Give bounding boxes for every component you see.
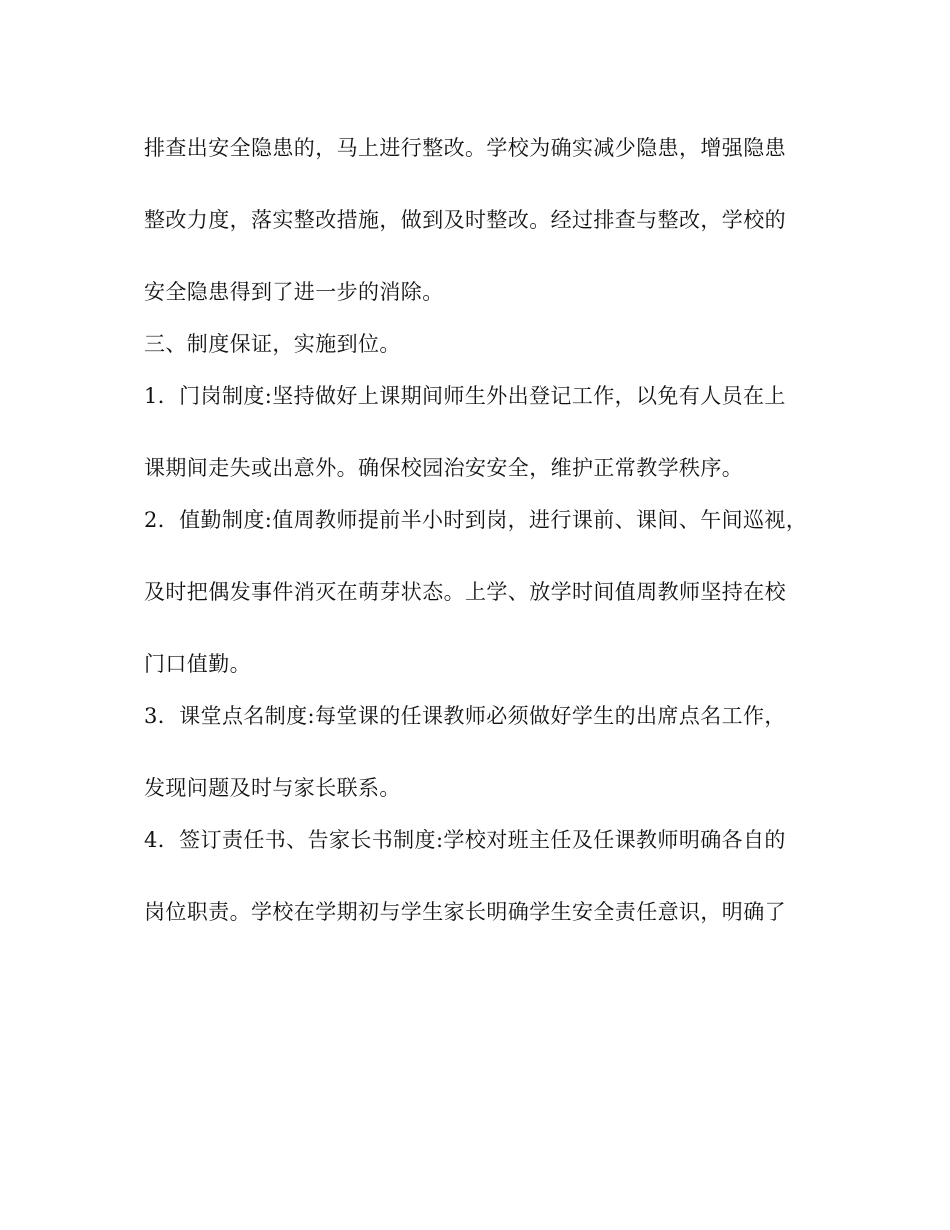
paragraph-line: 排查出安全隐患的，马上进行整改。学校为确实减少隐患，增强隐患: [144, 136, 786, 160]
paragraph-line: 安全隐患得到了进一步的消除。: [144, 280, 444, 304]
section-heading: 三、制度保证，实施到位。: [144, 332, 401, 356]
paragraph-line: 岗位职责。学校在学期初与学生家长明确学生安全责任意识，明确了: [144, 900, 786, 924]
paragraph-line: 及时把偶发事件消灭在萌芽状态。上学、放学时间值周教师坚持在校: [144, 580, 786, 604]
paragraph-line: 4．签订责任书、告家长书制度:学校对班主任及任课教师明确各自的: [144, 828, 786, 852]
paragraph-line: 1．门岗制度:坚持做好上课期间师生外出登记工作，以免有人员在上: [144, 384, 786, 408]
paragraph-line: 2．值勤制度:值周教师提前半小时到岗，进行课前、课间、午间巡视，: [144, 508, 808, 532]
paragraph-line: 发现问题及时与家长联系。: [144, 776, 401, 800]
paragraph-line: 门口值勤。: [144, 652, 251, 676]
document-body: [144, 138, 814, 922]
paragraph-line: 课期间走失或出意外。确保校园治安安全，维护正常教学秩序。: [144, 456, 744, 480]
paragraph-line: 整改力度，落实整改措施，做到及时整改。经过排查与整改，学校的: [144, 208, 786, 232]
paragraph-line: 3．课堂点名制度:每堂课的任课教师必须做好学生的出席点名工作，: [144, 704, 786, 728]
